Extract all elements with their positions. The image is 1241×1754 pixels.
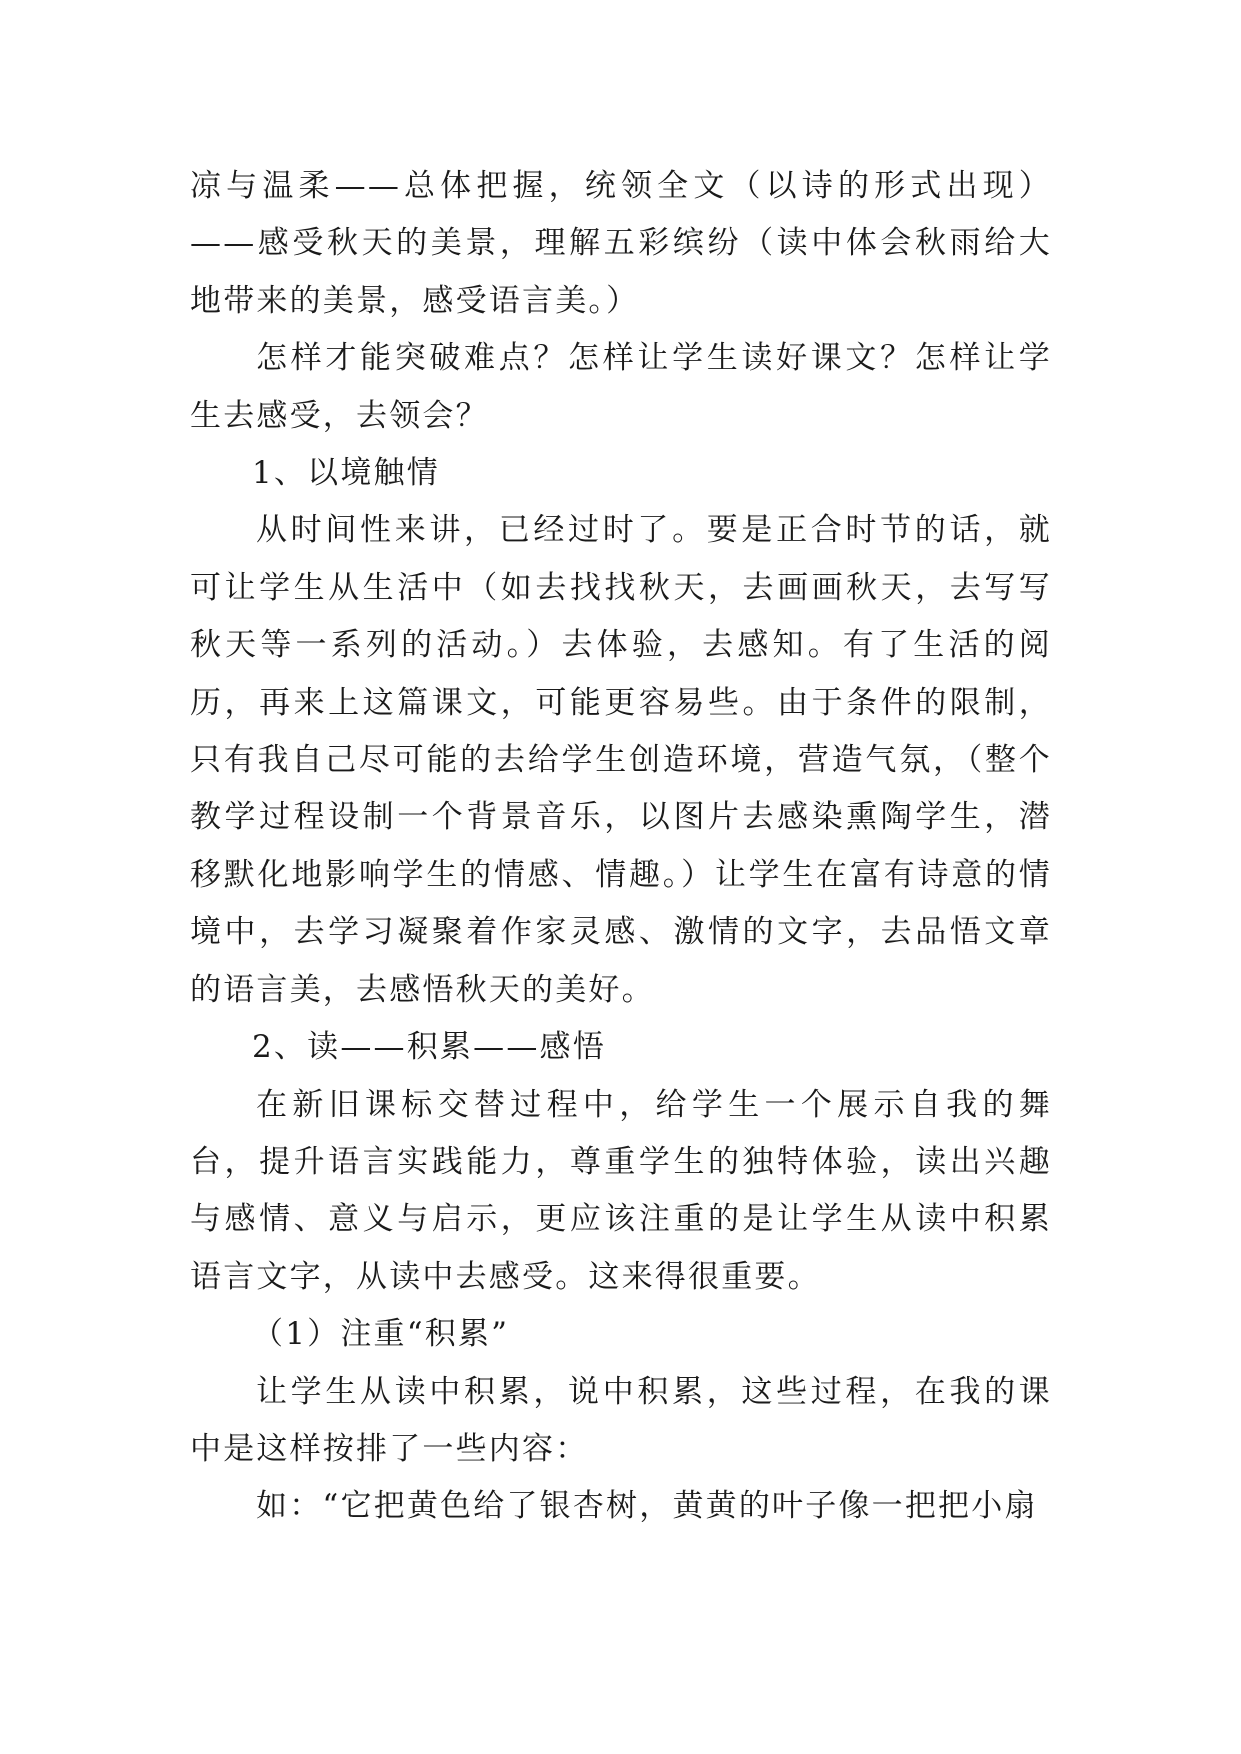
section-heading-1: 1、以境触情 [252,455,440,492]
subsection-heading-1: （1）注重“积累” [252,1316,510,1353]
paragraph-scene: 从时间性来讲，已经过时了。要是正合时节的话，就可让学生从生活中（如去找找秋天，去画画秋天，去写写秋天等一系列的活动。）去体验，去感知。有了生活的阅历，再来上这篇课文，可能更容易些。由于条件的限制，只有我自己尽可能的去给学生创造环境，营造气氛，（整个教学过程设制一个背景音乐，以图片去感染熏陶学生，潜移默化地影响学生的情感、情趣。）让学生在富有诗意的情境中，去学习凝聚着作家灵感、激情的文字，去品悟文章的语言美，去感悟秋天的美好。 [190,512,1052,1008]
section-heading-2: 2、读——积累——感悟 [252,1029,606,1066]
document-body [190,158,1052,1536]
paragraph-continuation: 凉与温柔——总体把握，统领全文（以诗的形式出现）——感受秋天的美景，理解五彩缤纷（读中体会秋雨给大地带来的美景，感受语言美。） [190,168,1052,319]
paragraph-example: 如：“它把黄色给了银杏树，黄黄的叶子像一把把小扇 [256,1488,1038,1525]
paragraph-accumulation: 让学生从读中积累，说中积累，这些过程，在我的课中是这样按排了一些内容： [190,1373,1052,1467]
paragraph-questions: 怎样才能突破难点？怎样让学生读好课文？怎样让学生去感受，去领会？ [190,340,1052,434]
paragraph-reading: 在新旧课标交替过程中，给学生一个展示自我的舞台，提升语言实践能力，尊重学生的独特体验，读出兴趣与感情、意义与启示，更应该注重的是让学生从读中积累语言文字，从读中去感受。这来得很重要。 [190,1086,1052,1295]
